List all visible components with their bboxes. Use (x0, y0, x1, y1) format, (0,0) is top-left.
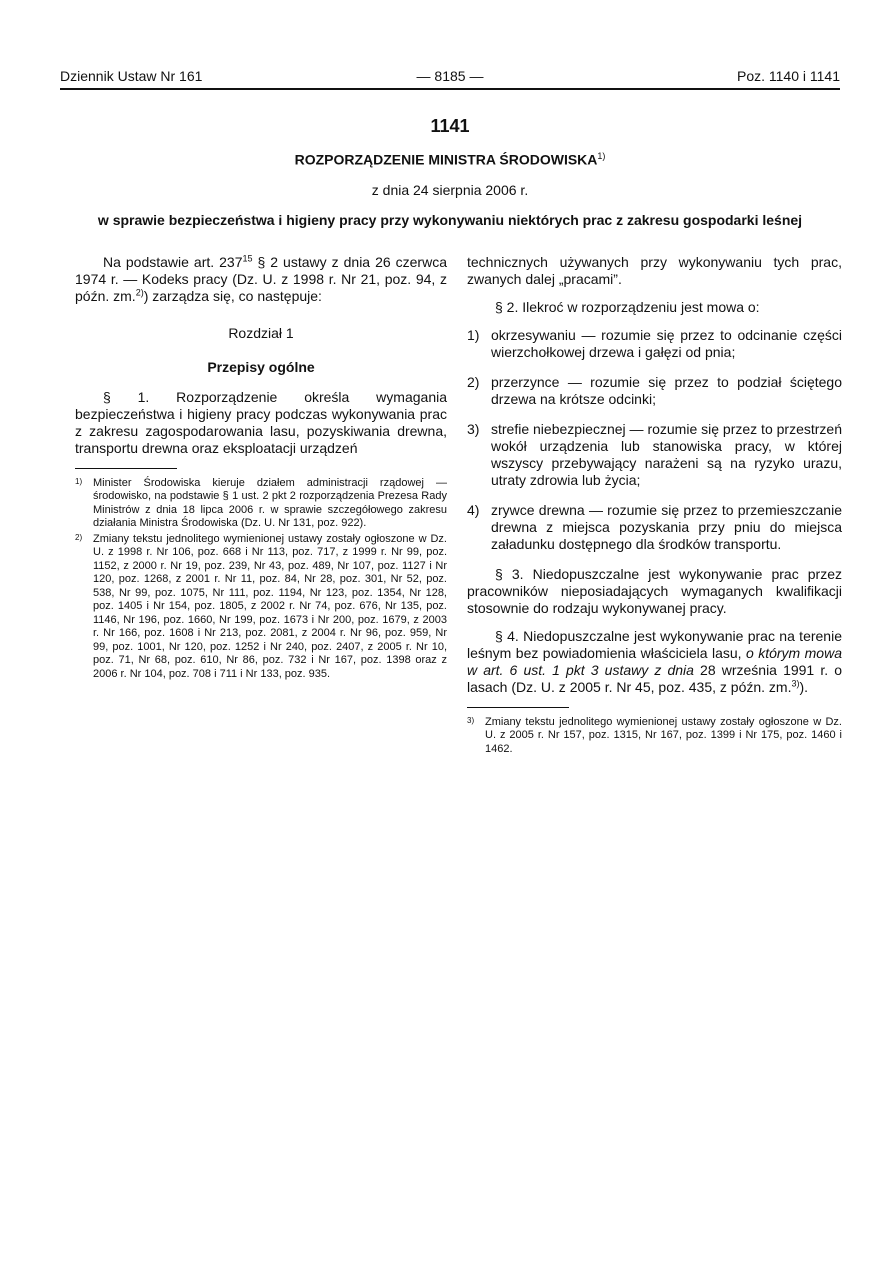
act-date: z dnia 24 sierpnia 2006 r. (371, 181, 529, 198)
definition-number: 2) (467, 373, 480, 390)
section-4-text-c: ). (799, 678, 809, 695)
footnote-3 (467, 716, 842, 757)
page-header (60, 66, 840, 90)
article-superscript: 15 (242, 253, 253, 263)
act-type (60, 151, 840, 168)
act-type-text: ROZPORZĄDZENIE MINISTRA ŚRODOWISKA (294, 151, 598, 168)
preamble-text-a: Na podstawie art. 237 (103, 253, 243, 270)
definition-item (467, 327, 842, 361)
section-2-intro: § 2. Ilekroć w rozporządzeniu jest mowa o: (495, 298, 760, 315)
footnote-mark: 1) (75, 476, 83, 486)
footnote-mark: 2) (75, 532, 83, 542)
definition-text: zrywce drewna — rozumie się przez to przemieszczanie drewna z miejsca pozyskania przy pniu do miejsca załadunku dostępnego dla środków transportu. (491, 501, 842, 552)
definition-text: okrzesywaniu — rozumie się przez to odcinanie części wierzchołkowej drzewa i gałęzi od pnia; (491, 326, 842, 360)
footnote-text: Zmiany tekstu jednolitego wymienionej ustawy zostały ogłoszone w Dz. U. z 1998 r. Nr 106, poz. 668 i Nr 113, poz. 717, z 1999 r. Nr 99, poz. 1152, z 2000 r. Nr 19, poz. 239, Nr 43, poz. 489, Nr 107, poz. 1127 i Nr 120, poz. 1268, z 2001 r. Nr 11, poz. 84, Nr 28, poz. 301, Nr 52, poz. 538, Nr 99, poz. 1075, Nr 111, poz. 1194, Nr 123, poz. 1354, Nr 128, poz. 1405 i Nr 154, poz. 1805, z 2002 r. Nr 74, poz. 676, Nr 135, poz. 1146, Nr 196, poz. 1660, Nr 199, poz. 1673 i Nr 200, poz. 1679, z 2003 r. Nr 166, poz. 1608 i Nr 213, poz. 2081, z 2004 r. Nr 96, poz. 959, Nr 99, poz. 1001, Nr 120, poz. 1252 i Nr 240, poz. 2407, z 2005 r. Nr 10, poz. 71, Nr 68, poz. 610, Nr 86, poz. 732 i Nr 167, poz. 1398 oraz z 2006 r. Nr 104, poz. 708 i 711 i Nr 133, poz. 935. (93, 532, 447, 680)
definition-text: przerzynce — rozumie się przez to podział ściętego drzewa na krótsze odcinki; (491, 373, 842, 407)
footnote-ref-1: 1) (597, 151, 606, 161)
footnote-mark: 3) (467, 715, 475, 725)
text-columns (60, 254, 840, 1154)
left-column (75, 254, 447, 684)
section-1: § 1. Rozporządzenie określa wymagania bezpieczeństwa i higieny pracy podczas wykonywania prac z zakresu zagospodarowania lasu, pozyskiwania drewna, transportu drewna oraz eksploatacji urządzeń (75, 388, 447, 456)
footnote-text: Minister Środowiska kieruje działem administracji rządowej — środowisko, na podstawie § 1 ust. 2 pkt 2 rozporządzenia Prezesa Rady Ministrów z dnia 18 lipca 2006 r. w sprawie szczegółowego zakresu działania Ministra Środowiska (Dz. U. Nr 131, poz. 922). (93, 476, 447, 530)
definition-number: 3) (467, 420, 480, 437)
footnote-ref-3: 3) (791, 678, 800, 688)
footnote-1 (75, 477, 447, 531)
chapter-title: Przepisy ogólne (207, 358, 315, 375)
act-subject: w sprawie bezpieczeństwa i higieny pracy przy wykonywaniu niektórych prac z zakresu gospodarki leśnej (97, 211, 803, 228)
footnote-ref-2: 2) (135, 287, 144, 297)
preamble (75, 254, 447, 305)
preamble-text-b: § 2 ustawy z dnia 26 czerwca 1974 r. — Kodeks pracy (Dz. U. z 1998 r. Nr 21, poz. 94, z późn. zm. (75, 253, 447, 304)
footnote-divider (75, 468, 177, 469)
journal-title: Dziennik Ustaw Nr 161 (60, 68, 203, 84)
section-4-text-a: § 4. Niedopuszczalne jest wykonywanie prac na terenie leśnym bez powiadomienia właściciela lasu, (467, 627, 842, 661)
page-number: — 8185 — (416, 68, 484, 84)
section-1-continuation: technicznych używanych przy wykonywaniu tych prac, zwanych dalej „pracami”. (467, 253, 842, 287)
definition-item (467, 502, 842, 553)
document-page (60, 66, 840, 1154)
position-numbers: Poz. 1140 i 1141 (736, 68, 840, 84)
footnote-2 (75, 533, 447, 682)
definition-number: 4) (467, 501, 480, 518)
section-4-italic: o którym mowa w art. 6 ust. 1 pkt 3 ustawy z dnia (467, 644, 842, 678)
footnote-divider (467, 707, 569, 708)
definition-item (467, 374, 842, 408)
section-3: § 3. Niedopuszczalne jest wykonywanie prac przez pracowników nieposiadających wymaganych kwalifikacji stosownie do rodzaju wykonywanej pracy. (467, 565, 842, 616)
section-4-text-b: 28 września 1991 r. o lasach (Dz. U. z 2005 r. Nr 45, poz. 435, z późn. zm. (467, 661, 842, 695)
preamble-text-c: ) zarządza się, co następuje: (143, 287, 322, 304)
footnote-text: Zmiany tekstu jednolitego wymienionej ustawy zostały ogłoszone w Dz. U. z 2005 r. Nr 157, poz. 1315, Nr 167, poz. 1399 i Nr 175, poz. 1460 i 1462. (485, 715, 842, 755)
definition-text: strefie niebezpiecznej — rozumie się przez to przestrzeń wokół urządzenia lub stanowiska pracy, w której wszyscy przebywający narażeni są na ryzyko urazu, utraty zdrowia lub życia; (491, 420, 842, 488)
act-number: 1141 (430, 116, 470, 136)
definition-number: 1) (467, 326, 480, 343)
chapter-label: Rozdział 1 (228, 324, 294, 341)
section-4 (467, 628, 842, 696)
definition-item (467, 421, 842, 489)
right-column (467, 254, 842, 759)
